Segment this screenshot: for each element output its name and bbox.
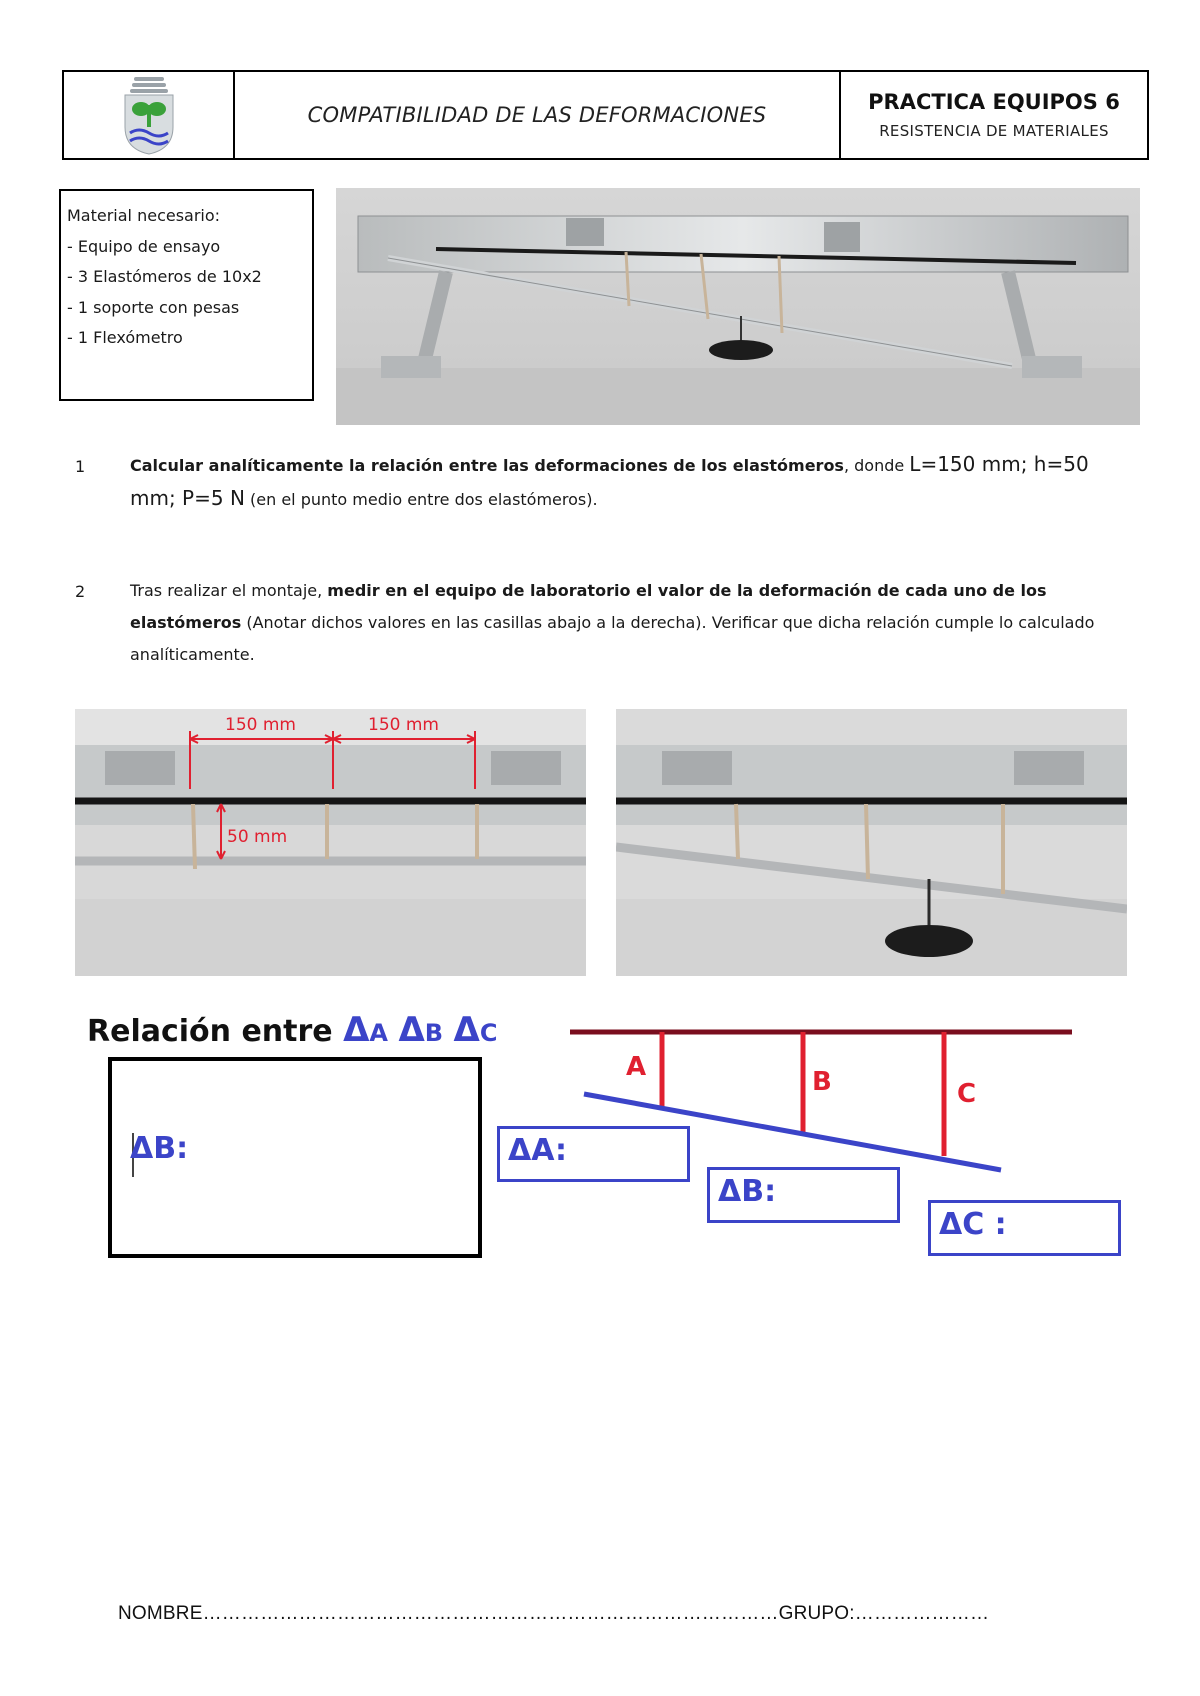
relation-box-label: ΔB: xyxy=(130,1131,189,1166)
span-label-2: 150 mm xyxy=(368,715,439,735)
material-item: - Equipo de ensayo xyxy=(67,236,221,256)
loaded-photo xyxy=(616,709,1127,976)
delta-symbol: Δ xyxy=(343,1010,370,1050)
subject-name: RESISTENCIA DE MATERIALES xyxy=(879,122,1109,140)
delta-a-label: ΔA: xyxy=(508,1133,567,1168)
material-heading: Material necesario: xyxy=(67,206,221,225)
header-table xyxy=(62,70,1149,160)
question-2-lead: Tras realizar el montaje, xyxy=(130,581,328,600)
relation-title xyxy=(87,1010,497,1050)
question-1-bold: Calcular analíticamente la relación entre las deformaciones de los elastómeros xyxy=(130,456,844,475)
question-number: 1 xyxy=(75,457,86,476)
delta-a-input[interactable] xyxy=(497,1126,690,1182)
delta-b-label: ΔB: xyxy=(718,1174,777,1209)
equipment-photo xyxy=(336,188,1140,425)
question-1 xyxy=(130,448,1140,516)
delta-symbol: Δ xyxy=(398,1010,425,1050)
material-item: - 3 Elastómeros de 10x2 xyxy=(67,267,262,286)
question-1-mid: , donde xyxy=(843,456,910,475)
practice-code: PRACTICA EQUIPOS 6 xyxy=(868,90,1120,114)
delta-b-input[interactable] xyxy=(707,1167,900,1223)
question-2 xyxy=(130,575,1140,671)
material-item: - 1 Flexómetro xyxy=(67,328,183,347)
delta-subscript: A xyxy=(369,1019,388,1047)
height-label: 50 mm xyxy=(227,827,288,847)
question-2-tail: (Anotar dichos valores en las casillas abajo a la derecha). Verificar que dicha relación cumple lo calculado analíticamente. xyxy=(130,613,1095,664)
question-2-bold: medir en el equipo de laboratorio el valor de la deformación de cada uno de los elastómeros xyxy=(130,581,1047,632)
delta-symbol: Δ xyxy=(453,1010,480,1050)
delta-c-input[interactable] xyxy=(928,1200,1121,1256)
label-a: A xyxy=(626,1052,647,1082)
delta-subscript: B xyxy=(424,1019,444,1047)
document-title: COMPATIBILIDAD DE LAS DEFORMACIONES xyxy=(235,72,841,158)
name-group-footer: NOMBRE………………………………………………………………………………GRUPO:………………… xyxy=(118,1603,990,1624)
delta-c-label: ΔC : xyxy=(939,1207,1007,1242)
label-b: B xyxy=(812,1067,832,1097)
university-logo xyxy=(64,72,235,158)
question-1-params: L=150 mm; h=50 mm; P=5 N xyxy=(130,452,1089,510)
span-label-1: 150 mm xyxy=(225,715,296,735)
practice-code-cell xyxy=(841,72,1147,158)
material-box xyxy=(59,189,314,401)
dimension-photo xyxy=(75,709,586,976)
question-1-tail: (en el punto medio entre dos elastómeros). xyxy=(244,490,598,509)
material-item: - 1 soporte con pesas xyxy=(67,297,240,317)
delta-subscript: C xyxy=(479,1019,498,1047)
relation-answer-box[interactable] xyxy=(108,1057,482,1258)
relation-title-text: Relación entre xyxy=(87,1014,333,1049)
label-c: C xyxy=(957,1079,977,1109)
question-number: 2 xyxy=(75,582,86,601)
